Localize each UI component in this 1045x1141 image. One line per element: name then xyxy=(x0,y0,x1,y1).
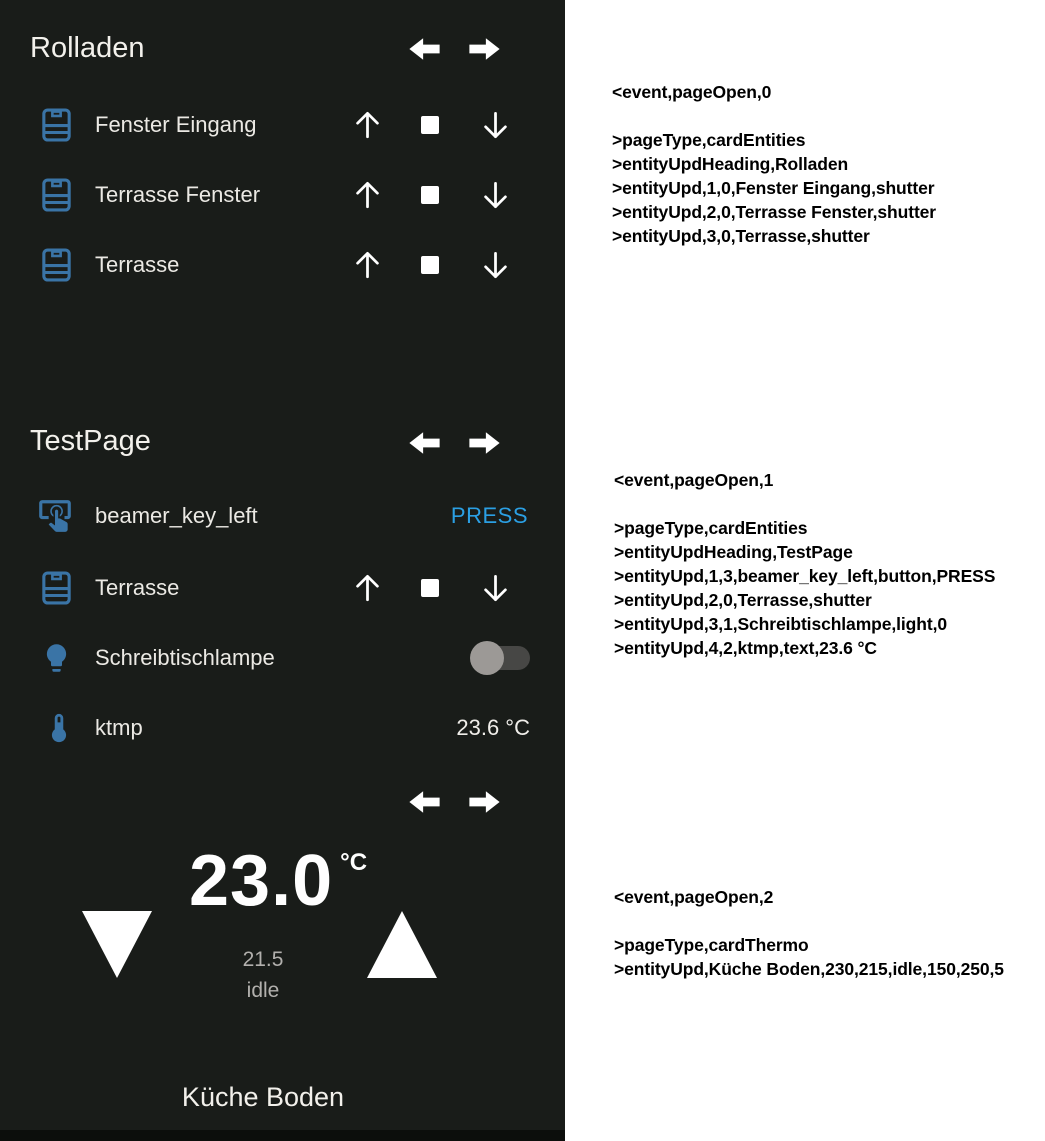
temp-decrease-button[interactable] xyxy=(82,911,152,978)
nav-prev-button[interactable] xyxy=(408,35,441,63)
shutter-stop-button[interactable] xyxy=(421,579,439,597)
log-line: <event,pageOpen,0 xyxy=(612,82,772,102)
entity-label: ktmp xyxy=(95,715,143,740)
shutter-down-button[interactable] xyxy=(479,179,512,212)
shutter-down-button[interactable] xyxy=(479,572,512,605)
lightbulb-icon xyxy=(40,642,73,675)
log-line: >entityUpd,1,0,Fenster Eingang,shutter xyxy=(612,178,935,198)
shutter-down-button[interactable] xyxy=(479,109,512,142)
log-line: <event,pageOpen,1 xyxy=(614,470,774,490)
log-line: >entityUpd,4,2,ktmp,text,23.6 °C xyxy=(614,638,877,658)
panel-bottom-strip xyxy=(0,1130,565,1141)
nav-next-button[interactable] xyxy=(468,788,501,816)
temperature-unit: °C xyxy=(340,849,368,876)
log-line: <event,pageOpen,2 xyxy=(614,887,774,907)
entity-label: Fenster Eingang xyxy=(95,112,257,137)
shutter-stop-button[interactable] xyxy=(421,256,439,274)
shutter-stop-button[interactable] xyxy=(421,116,439,134)
page-nav xyxy=(408,429,501,457)
stop-icon xyxy=(421,256,439,274)
entity-row xyxy=(0,172,565,218)
thermostat-title: Küche Boden xyxy=(181,1082,345,1112)
temp-increase-button[interactable] xyxy=(367,911,437,978)
log-line: >entityUpd,2,0,Terrasse,shutter xyxy=(614,590,872,610)
target-temperature: 21.5 xyxy=(242,948,284,971)
sensor-value: 23.6 °C xyxy=(456,715,530,740)
page-nav xyxy=(408,788,501,816)
page-title: TestPage xyxy=(30,425,151,457)
window-shutter-icon xyxy=(41,571,72,606)
entity-label: Terrasse xyxy=(95,252,180,277)
entity-label: Schreibtischlampe xyxy=(95,645,275,670)
log-block-page1 xyxy=(614,468,995,660)
entity-row xyxy=(0,242,565,288)
log-gap xyxy=(614,492,995,516)
entity-row xyxy=(0,565,565,611)
toggle-knob xyxy=(470,641,504,675)
window-shutter-icon xyxy=(41,108,72,143)
log-line: >entityUpd,3,1,Schreibtischlampe,light,0 xyxy=(614,614,947,634)
page-nav xyxy=(408,35,501,63)
stop-icon xyxy=(421,116,439,134)
log-block-page0 xyxy=(612,80,936,248)
entity-row xyxy=(0,493,565,539)
log-line: >entityUpdHeading,TestPage xyxy=(614,542,853,562)
thermometer-icon xyxy=(42,711,76,745)
light-toggle-switch[interactable] xyxy=(470,640,530,676)
press-button[interactable]: PRESS xyxy=(450,503,528,528)
stop-icon xyxy=(421,186,439,204)
current-temperature-value: 23.0 xyxy=(189,841,334,921)
gesture-tap-button-icon xyxy=(36,497,74,535)
entity-row xyxy=(0,102,565,148)
shutter-stop-button[interactable] xyxy=(421,186,439,204)
current-temperature xyxy=(189,841,368,921)
entity-label: Terrasse Fenster xyxy=(95,182,261,207)
entity-label: Terrasse xyxy=(95,575,180,600)
log-line: >pageType,cardEntities xyxy=(614,518,808,538)
shutter-up-button[interactable] xyxy=(351,572,384,605)
hvac-state: idle xyxy=(246,979,280,1002)
log-block-page2 xyxy=(614,885,1004,981)
nav-next-button[interactable] xyxy=(468,429,501,457)
log-line: >entityUpd,3,0,Terrasse,shutter xyxy=(612,226,870,246)
window-shutter-icon xyxy=(41,178,72,213)
stop-icon xyxy=(421,579,439,597)
shutter-up-button[interactable] xyxy=(351,109,384,142)
log-line: >entityUpdHeading,Rolladen xyxy=(612,154,849,174)
entity-label: beamer_key_left xyxy=(95,503,258,528)
window-shutter-icon xyxy=(41,248,72,283)
log-line: >entityUpd,Küche Boden,230,215,idle,150,250,5 xyxy=(614,959,1004,979)
shutter-up-button[interactable] xyxy=(351,179,384,212)
nav-prev-button[interactable] xyxy=(408,429,441,457)
shutter-up-button[interactable] xyxy=(351,249,384,282)
entity-row xyxy=(0,635,565,681)
nav-prev-button[interactable] xyxy=(408,788,441,816)
nav-next-button[interactable] xyxy=(468,35,501,63)
entity-row xyxy=(0,705,565,751)
log-line: >pageType,cardThermo xyxy=(614,935,809,955)
log-line: >entityUpd,2,0,Terrasse Fenster,shutter xyxy=(612,202,937,222)
log-line: >pageType,cardEntities xyxy=(612,130,806,150)
log-line: >entityUpd,1,3,beamer_key_left,button,PRESS xyxy=(614,566,996,586)
page-title: Rolladen xyxy=(30,32,145,64)
log-gap xyxy=(614,909,1004,933)
shutter-down-button[interactable] xyxy=(479,249,512,282)
log-gap xyxy=(612,104,936,128)
